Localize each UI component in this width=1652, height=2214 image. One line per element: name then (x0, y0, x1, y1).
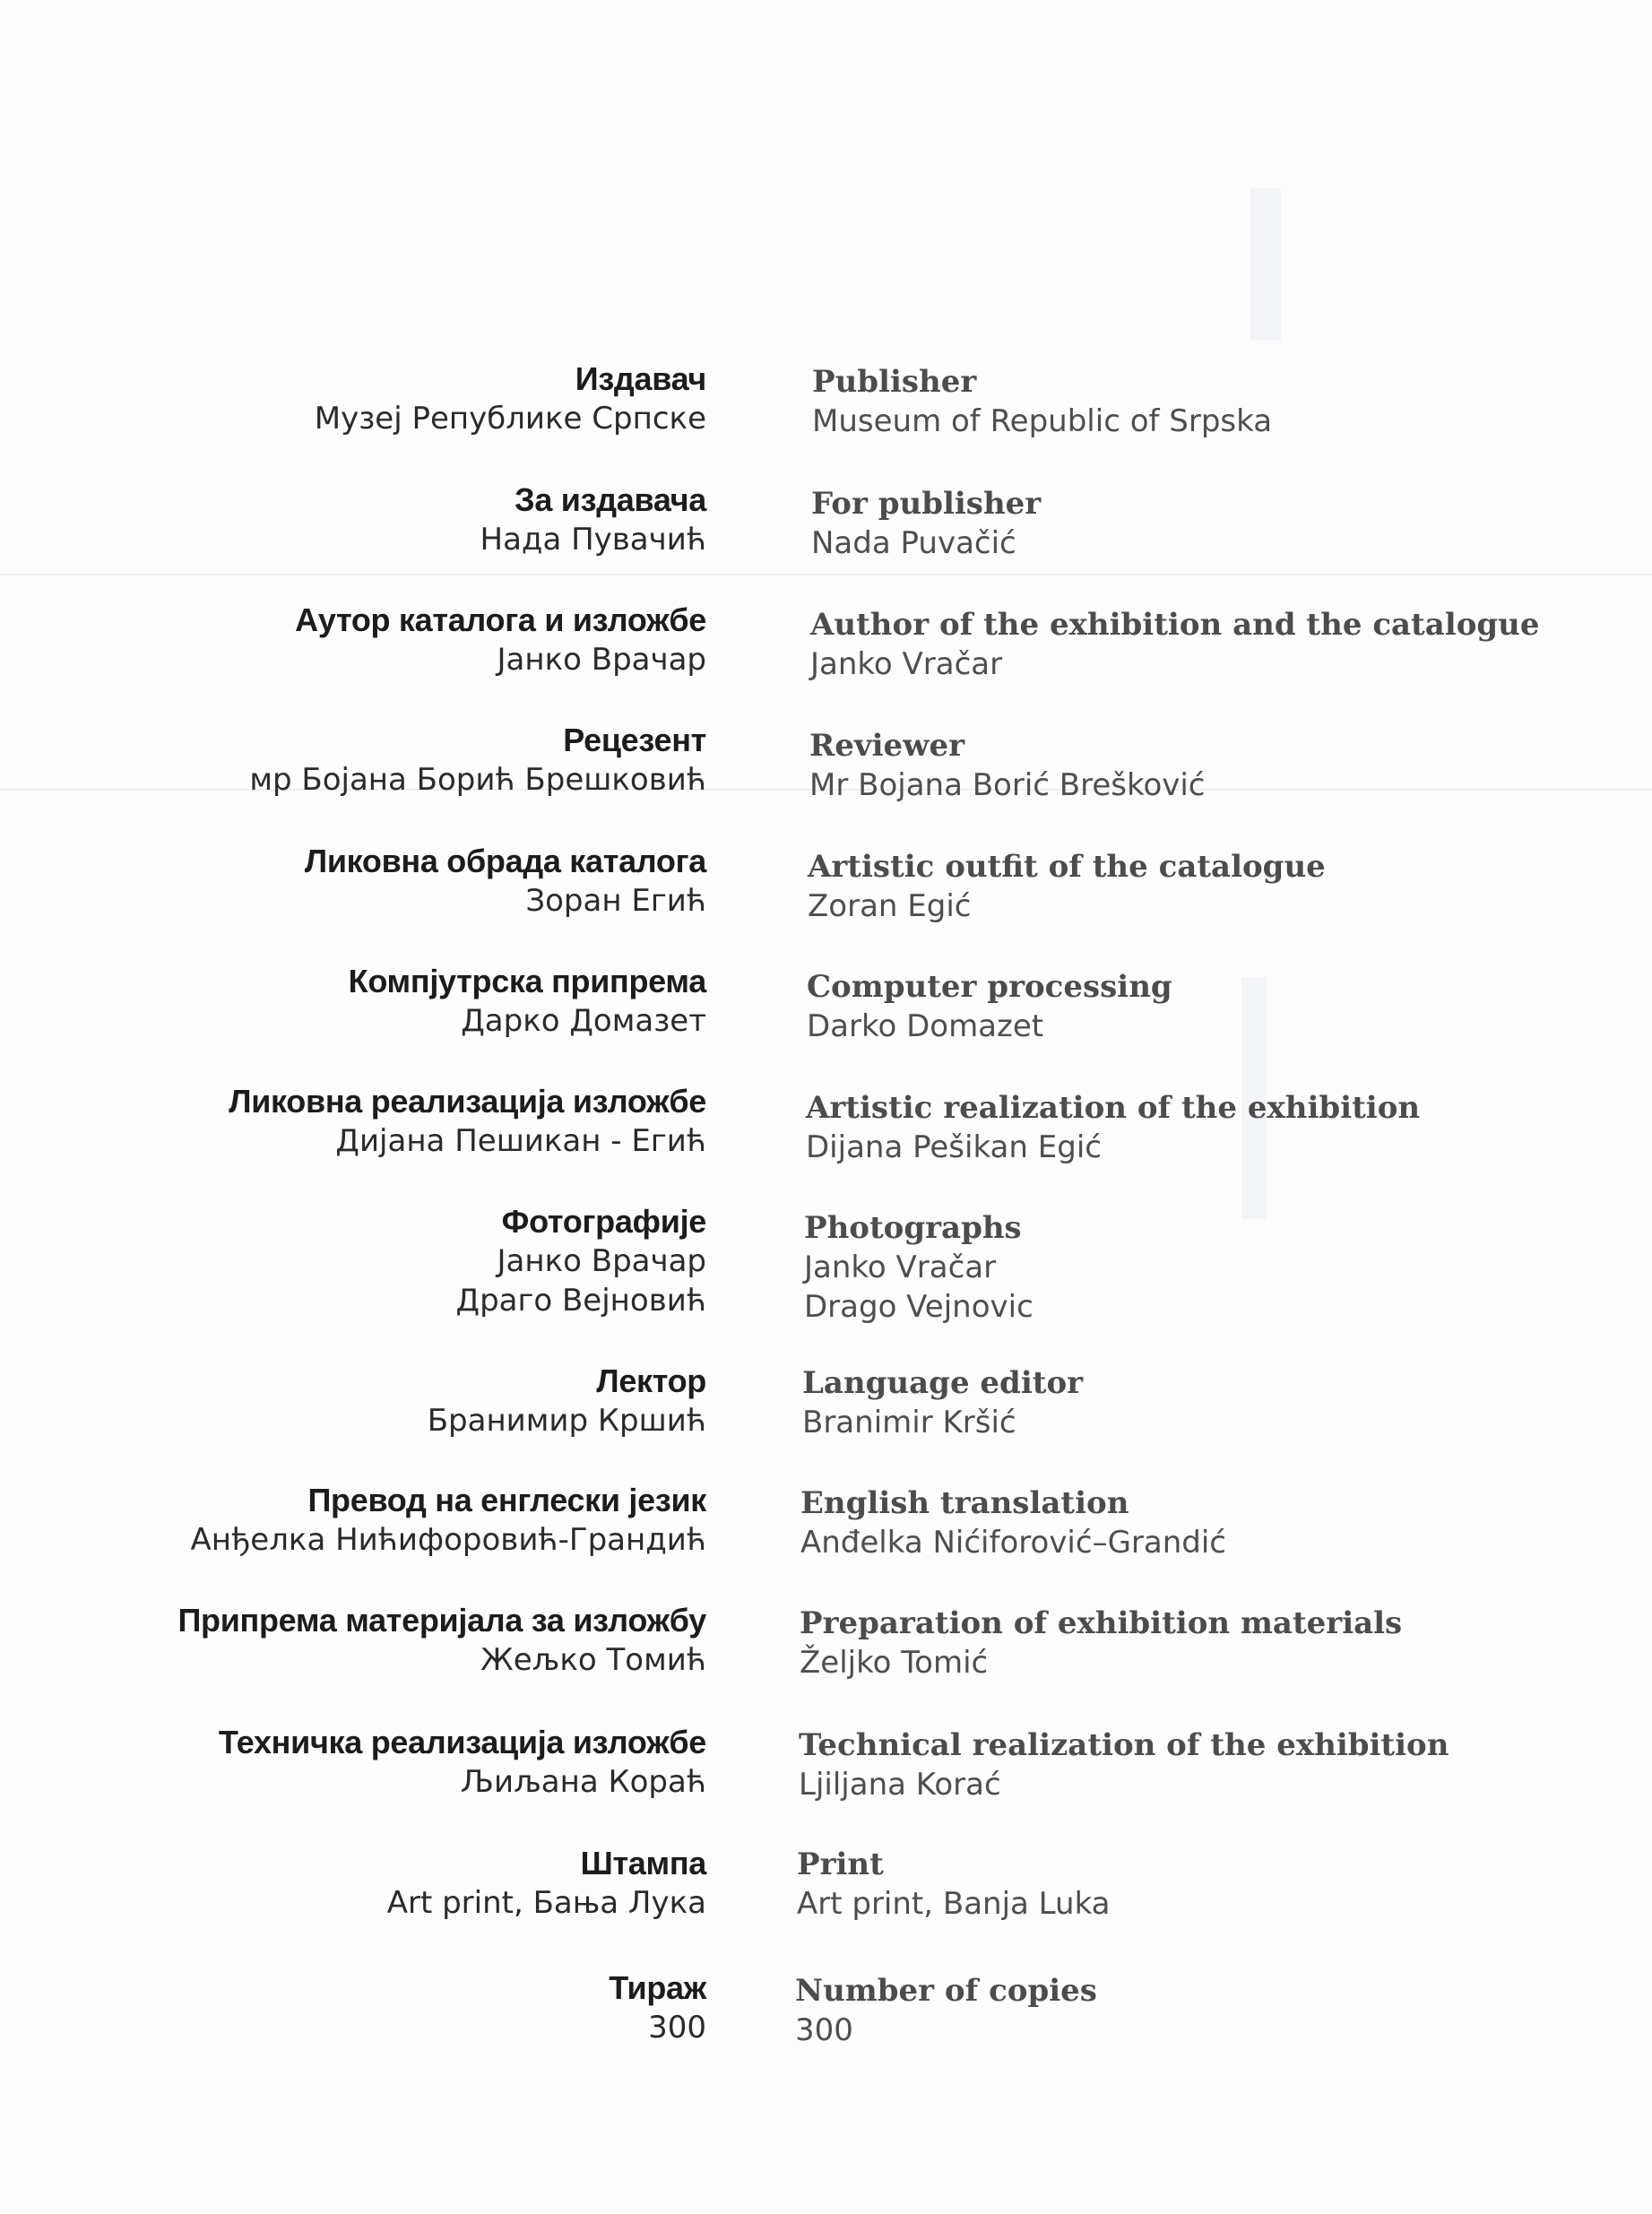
credit-sr-for-publisher (480, 480, 706, 559)
credit-label-sr: Штампа (580, 1845, 706, 1881)
credit-sr-reviewer (249, 721, 706, 800)
credit-label-sr: За издавача (515, 481, 706, 518)
credit-value-en: Branimir Kršić (802, 1405, 1016, 1440)
credit-label-sr: Рецезент (563, 722, 706, 758)
credit-value-sr: мр Бојана Борић Брешковић (249, 762, 706, 798)
credit-en-copies (795, 1971, 1097, 2050)
credit-value-en: Ljiljana Korać (799, 1767, 1001, 1803)
credit-en-technical-realization (799, 1725, 1449, 1804)
credit-value-en: Zoran Egić (808, 888, 972, 924)
credit-label-en: Artistic outfit of the catalogue (808, 849, 1326, 885)
show-through-mark (1250, 188, 1281, 341)
credit-en-language-editor (802, 1363, 1083, 1442)
credit-label-sr: Лектор (596, 1362, 706, 1399)
credit-value-sr: Жељко Томић (480, 1642, 706, 1678)
credit-value-en: Janko Vračar (804, 1250, 997, 1285)
credit-value-sr: Нада Пувачић (480, 522, 706, 558)
credit-sr-artistic-outfit (305, 842, 706, 921)
credit-label-en: Computer processing (807, 969, 1172, 1005)
credit-value-sr: 300 (648, 2010, 706, 2045)
show-through-line (0, 574, 1652, 575)
credit-value-en: Darko Domazet (807, 1008, 1044, 1044)
credit-sr-publisher (315, 359, 706, 438)
credit-sr-artistic-realization (229, 1082, 706, 1161)
credit-value-sr: Љиљана Кораћ (460, 1764, 706, 1800)
credit-label-sr: Припрема материјала за изложбу (177, 1602, 706, 1639)
credit-value-en: Museum of Republic of Srpska (812, 403, 1273, 439)
credit-sr-photographs (456, 1202, 706, 1320)
credit-label-en: Print (797, 1846, 884, 1882)
credit-label-en: English translation (800, 1485, 1129, 1521)
credit-sr-author (295, 601, 706, 679)
credit-label-en: Technical realization of the exhibition (799, 1727, 1449, 1763)
credit-value-en: Janko Vračar (810, 646, 1003, 682)
credit-label-sr: Компјутрска припрема (348, 963, 706, 999)
credit-label-sr: Техничка реализација изложбе (218, 1724, 706, 1760)
credit-label-sr: Фотографије (501, 1203, 706, 1240)
credit-value-sr: Музеј Републике Српске (314, 401, 706, 437)
credit-sr-english-translation (191, 1481, 706, 1560)
credit-label-sr: Ликовна обрада каталога (304, 843, 706, 879)
credit-value-en: Drago Vejnovic (804, 1289, 1034, 1325)
credit-label-sr: Превод на енглески језик (307, 1482, 706, 1518)
credit-en-computer-processing (807, 967, 1172, 1046)
credit-label-en: Reviewer (809, 728, 965, 764)
credit-en-author (810, 605, 1540, 684)
credit-label-en: Photographs (804, 1210, 1022, 1246)
credit-en-english-translation (800, 1483, 1226, 1562)
credit-sr-print (387, 1844, 706, 1923)
credit-value-sr: Дарко Домазет (461, 1003, 706, 1039)
credit-value-sr: Јанко Врачар (497, 1243, 706, 1279)
credit-value-sr: Драго Вејновић (455, 1283, 706, 1319)
credit-label-sr: Ликовна реализација изложбе (229, 1083, 706, 1120)
credit-sr-computer-processing (349, 962, 706, 1041)
credit-label-en: For publisher (811, 486, 1042, 522)
credit-value-sr: Art print, Бања Лука (386, 1885, 706, 1921)
credit-en-photographs (804, 1208, 1034, 1327)
credit-label-sr: Издавач (575, 360, 706, 397)
credit-value-en: 300 (795, 2012, 853, 2048)
credit-en-print (797, 1845, 1111, 1924)
credit-value-sr: Дијана Пешикан - Егић (335, 1123, 706, 1159)
credit-value-sr: Анђелка Нићифоровић-Грандић (190, 1522, 706, 1558)
credit-label-en: Number of copies (795, 1973, 1097, 2009)
credit-value-en: Nada Puvačić (811, 525, 1016, 561)
credit-value-en: Dijana Pešikan Egić (806, 1129, 1102, 1165)
credit-label-en: Artistic realization of the exhibition (806, 1090, 1421, 1126)
credit-en-for-publisher (811, 484, 1041, 563)
credit-value-en: Mr Bojana Borić Brešković (809, 767, 1206, 803)
credit-en-artistic-outfit (808, 847, 1326, 926)
credit-value-sr: Бранимир Кршић (427, 1403, 706, 1439)
credit-label-en: Preparation of exhibition materials (800, 1605, 1403, 1641)
credit-value-en: Art print, Banja Luka (797, 1886, 1111, 1922)
credit-sr-copies (609, 1968, 706, 2047)
credit-label-sr: Тираж (609, 1969, 706, 2006)
credit-label-en: Language editor (802, 1365, 1084, 1401)
credit-value-en: Anđelka Nićiforović–Grandić (800, 1525, 1227, 1561)
credit-sr-preparation (177, 1601, 706, 1680)
credit-sr-language-editor (428, 1362, 706, 1440)
credit-label-en: Author of the exhibition and the catalogue (810, 607, 1540, 643)
credit-value-en: Željko Tomić (800, 1645, 989, 1681)
credit-sr-technical-realization (219, 1723, 706, 1802)
credit-label-sr: Аутор каталога и изложбе (295, 601, 706, 638)
credit-en-publisher (812, 362, 1272, 441)
credit-label-en: Publisher (812, 364, 977, 400)
credit-en-preparation (800, 1604, 1402, 1682)
credit-en-artistic-realization (806, 1088, 1420, 1167)
credit-value-sr: Јанко Врачар (497, 642, 706, 678)
credit-value-sr: Зоран Егић (525, 883, 706, 919)
credit-en-reviewer (809, 726, 1206, 805)
